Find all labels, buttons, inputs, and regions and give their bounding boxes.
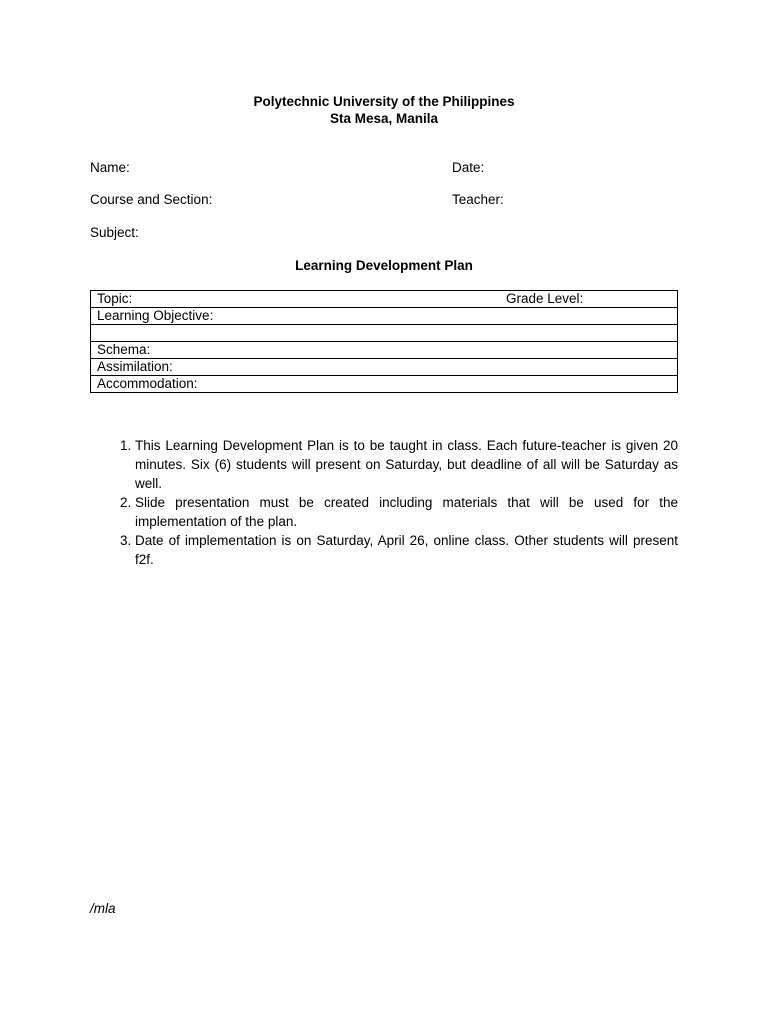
plan-title: Learning Development Plan bbox=[295, 258, 473, 273]
table-row bbox=[91, 359, 678, 376]
plan-table bbox=[90, 290, 678, 393]
list-item: 1. This Learning Development Plan is to be taught in class. Each future-teacher is given 20 minutes. Six (6) students will present on Saturday, but deadline of all will be Saturday as well. bbox=[135, 436, 678, 493]
grade-level-label: Grade Level: bbox=[506, 291, 584, 306]
schema-label: Schema: bbox=[91, 342, 678, 359]
footer-initials: /mla bbox=[90, 901, 116, 916]
learning-objective-label: Learning Objective: bbox=[91, 308, 678, 325]
table-row bbox=[91, 291, 678, 308]
topic-cell bbox=[91, 291, 678, 308]
document-header bbox=[0, 93, 768, 127]
date-field-label: Date: bbox=[452, 160, 485, 175]
name-field-label: Name: bbox=[90, 160, 130, 175]
course-section-field-label: Course and Section: bbox=[90, 192, 213, 207]
university-name: Polytechnic University of the Philippines bbox=[253, 94, 515, 109]
list-item: 2. Slide presentation must be created including materials that will be used for the implementation of the plan. bbox=[135, 493, 678, 531]
table-row bbox=[91, 342, 678, 359]
topic-label: Topic: bbox=[97, 291, 133, 306]
subject-field-label: Subject: bbox=[90, 225, 139, 240]
table-row bbox=[91, 376, 678, 393]
table-row bbox=[91, 308, 678, 325]
list-item: 3. Date of implementation is on Saturday, April 26, online class. Other students will present f2f. bbox=[135, 531, 678, 569]
teacher-field-label: Teacher: bbox=[452, 192, 504, 207]
blank-cell bbox=[91, 325, 678, 342]
instructions-list bbox=[90, 436, 678, 569]
table-row bbox=[91, 325, 678, 342]
assimilation-label: Assimilation: bbox=[91, 359, 678, 376]
accommodation-label: Accommodation: bbox=[91, 376, 678, 393]
campus-location: Sta Mesa, Manila bbox=[329, 111, 439, 126]
